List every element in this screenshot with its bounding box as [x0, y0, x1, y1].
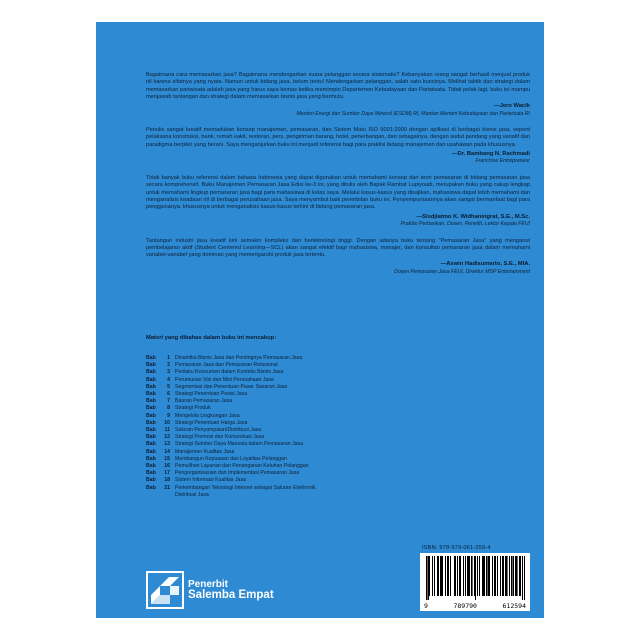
chapter-row: [146, 413, 530, 420]
chapter-bab-label: Bab: [146, 398, 156, 405]
chapter-number: 6: [167, 391, 170, 398]
chapter-bab-label: Bab: [146, 463, 156, 470]
barcode-digits: [420, 602, 530, 610]
chapter-row: [146, 427, 530, 434]
chapter-bab-label: Bab: [146, 391, 156, 398]
chapter-list-title: Materi yang dibahas dalam buku ini mencakup:: [146, 335, 277, 341]
review-1: [146, 72, 530, 117]
chapter-bab-label: Bab: [146, 376, 156, 383]
chapter-title: Bauran Pemasaran Jasa: [175, 398, 233, 405]
reviewer-role: Praktisi Perbankan, Dosen, Peneliti, Lektor Kepala FEUI: [400, 220, 530, 227]
chapter-bab-label: Bab: [146, 448, 156, 455]
chapter-list: [146, 335, 530, 499]
chapter-number: 18: [164, 477, 170, 484]
chapter-bab-label: Bab: [146, 434, 156, 441]
chapter-number: 16: [164, 463, 170, 470]
chapter-title: Pemasaran Jasa dan Pemasaran Relasional: [175, 362, 278, 369]
chapter-row: [146, 398, 530, 405]
chapter-number: 14: [164, 448, 170, 455]
chapter-title: Dinamika Bisnis Jasa dan Pentingnya Pemasaran Jasa: [175, 355, 303, 361]
reviewer-name: —Aswin Hadisumarto, S.E., MIA.: [440, 261, 530, 268]
chapter-number: 12: [164, 434, 170, 441]
salemba-empat-logo-icon: [146, 571, 184, 609]
chapter-title: Strategi Promosi dan Komunikasi Jasa: [175, 434, 265, 441]
publisher-label: Penerbit: [188, 579, 229, 590]
chapter-row: [146, 391, 530, 398]
review-text: Penulis sangat kreatif memadukan konsep manajemen, pemasaran, dan Sistem Mutu ISO 9001:2000 dengan aplikasi di berbagai bisnis jasa, seperti pelaksana konstruksi, bank, rumah sakit, restoran, pers, pengiriman barang, hotel, penerbangan, dan sebagainya, dengan sudut pandang yang variatif dan paradigma berpikir yang berani. Saya menganjurkan buku ini menjadi referensi bagi para praktisi bidang manajemen dan usahawan pada khususnya.: [146, 127, 530, 148]
chapter-title: Membangun Kepuasan dan Loyalitas Pelanggan: [175, 455, 287, 462]
publisher-name: [188, 579, 274, 601]
reviewer-role: Menteri Energi dan Sumber Daya Mineral (ESDM) RI, Mantan Menteri Kebudayaan dan Pariwisata RI: [296, 110, 530, 117]
review-4: [146, 238, 530, 276]
review-text: Tidak banyak buku referensi dalam bahasa Indonesia yang dapat digunakan untuk memahami konsep dan teori pemasaran di bidang pemasaran jasa secara komprehensif. Buku Manajemen Pemasaran Jasa Edisi ke-3 ini, yang ditulis oleh Bapak Rambat Lupiyoadi, merupakan buku yang cukup lengkap untuk memahami lingkup pemasaran jasa bagi para mahasiswa di kelas saya. Melalui kasus-kasus yang disajikan, mahasiswa dapat lebih memahami dan menganalisis keadaan riil di berbagai perusahaan jasa. Saya menyambut baik penerbitan buku ini. Penyempurnaannya akan sangat bermanfaat bagi para penggunanya, khususnya untuk menganalisis kasus-kasus terkini di bidang pemasaran jasa.: [146, 175, 530, 211]
chapter-bab-label: Bab: [146, 455, 156, 462]
reviewer-name: —Sisdjiatmo K. Widhaningrat, S.E., M.Sc.: [416, 213, 530, 220]
reviewer-role: Franchise Entrepreneur: [475, 158, 530, 165]
chapter-row: [146, 449, 530, 456]
chapter-title: Pemulihan Layanan dan Penanganan Keluhan Pelanggan: [175, 463, 309, 470]
chapter-title: Pengorganisasian dan Implementasi Pemasaran Jasa: [175, 470, 300, 477]
barcode-digit-lead: 9: [424, 602, 428, 610]
chapter-bab-label: Bab: [146, 484, 156, 491]
chapter-number: 1: [167, 355, 170, 361]
chapter-bab-label: Bab: [146, 427, 156, 434]
chapter-number: 9: [167, 412, 170, 419]
chapter-bab-label: Bab: [146, 412, 156, 419]
chapter-title: Strategi Produk: [175, 405, 211, 412]
chapter-title: Perilaku Konsumen dalam Konteks Bisnis Jasa: [175, 369, 284, 376]
chapter-row: [146, 355, 530, 362]
chapter-number: 11: [164, 427, 170, 434]
cover-panel: [96, 22, 544, 618]
chapter-row: [146, 485, 530, 499]
chapter-number: 21: [164, 484, 170, 491]
chapter-number: 3: [167, 369, 170, 376]
review-2: [146, 127, 530, 165]
chapter-row: [146, 405, 530, 412]
chapter-bab-label: Bab: [146, 441, 156, 448]
publisher-block: [146, 570, 274, 610]
chapter-number: 4: [167, 376, 170, 383]
chapter-bab-label: Bab: [146, 355, 156, 361]
chapter-row: [146, 377, 530, 384]
chapter-title: Mengelola Lingkungan Jasa: [175, 412, 240, 419]
barcode-digits-right: 612594: [502, 602, 526, 610]
reviewer-name: —Jero Wacik: [493, 103, 530, 110]
chapter-title: Strategi Penentuan Posisi Jasa: [175, 391, 248, 398]
chapter-row: [146, 456, 530, 463]
chapter-number: 2: [167, 362, 170, 369]
review-text: Tantangan industri jasa kreatif kini semakin kompleks dan berteknologi tinggi. Dengan adanya buku tentang "Pemasaran Jasa" yang menganut pembelajaran aktif (Student Centered Learning—SCL) akan sangat efektif bagi mahasiswa, manajer, dan konsultan pemasaran jasa dalam memahami variabel-variabel yang dominan yang memengaruhi produk jasa tertentu.: [146, 237, 530, 259]
chapter-row: [146, 369, 530, 376]
chapter-title: Perumusan Visi dan Misi Perusahaan Jasa: [175, 376, 274, 383]
chapter-number: 5: [167, 383, 170, 390]
chapter-number: 8: [167, 405, 170, 412]
chapter-row: [146, 477, 530, 484]
chapter-row: [146, 384, 530, 391]
chapter-rows: [146, 355, 530, 499]
chapter-number: 15: [164, 455, 170, 462]
chapter-title: Manajemen Kualitas Jasa: [175, 448, 235, 455]
review-3: [146, 175, 530, 227]
chapter-title: Strategi Sumber Daya Manusia dalam Pemasaran Jasa: [175, 441, 304, 448]
isbn-label: ISBN: 978-979-061-259-4: [422, 545, 491, 551]
chapter-number: 13: [164, 441, 170, 448]
chapter-title: Saluran Penyampaian/Distribusi Jasa: [175, 427, 262, 434]
chapter-title: Segmentasi dan Penentuan Pasar Sasaran Jasa: [175, 383, 288, 390]
chapter-bab-label: Bab: [146, 369, 156, 376]
chapter-title: Perkembangan Teknologi Internet sebagai Saluran Elektronik Distribusi Jasa: [175, 484, 316, 498]
chapter-number: 7: [167, 398, 170, 405]
chapter-bab-label: Bab: [146, 477, 156, 484]
chapter-row: [146, 362, 530, 369]
chapter-number: 17: [164, 470, 170, 477]
barcode-icon: [420, 553, 530, 611]
chapter-title: Strategi Penentuan Harga Jasa: [175, 419, 248, 426]
chapter-bab-label: Bab: [146, 362, 156, 369]
chapter-number: 10: [164, 419, 170, 426]
chapter-row: [146, 463, 530, 470]
chapter-row: [146, 441, 530, 448]
reviewer-role: Dosen Pemasaran Jasa FEUI, Direktur MSP Entertainment: [394, 268, 530, 275]
chapter-bab-label: Bab: [146, 383, 156, 390]
chapter-bab-label: Bab: [146, 405, 156, 412]
reviews-section: [146, 72, 530, 285]
reviewer-name: —Dr. Bambang N. Rachmadi: [451, 151, 530, 158]
chapter-bab-label: Bab: [146, 419, 156, 426]
publisher-title: Salemba Empat: [188, 589, 274, 601]
chapter-title: Sistem Informasi Kualitas Jasa: [175, 477, 246, 484]
chapter-row: [146, 420, 530, 427]
barcode-digits-left: 789790: [453, 602, 477, 610]
chapter-row: [146, 470, 530, 477]
review-text: Bagaimana cara memasarkan jasa? Bagaimana mendengarkan suara pelanggan secara sistematis? Kebanyakan orang sangat berhasil menjual produk riil karena sifatnya yang nyata. Namun untuk bidang jasa, belum tentu! Mendengarkan pelanggan, salah satu kuncinya. Melihat taktik dan strategi dalam memasarkan pariwisata adalah jasa yang harus saya kemas ketika memimpin Departemen Kebudayaan dan Pariwisata. Tidak pelak lagi, buku ini mampu menjawab tantangan dan strategi dalam memasarkan bisnis jasa yang bermutu.: [146, 72, 530, 100]
isbn-block: [420, 545, 530, 612]
chapter-bab-label: Bab: [146, 470, 156, 477]
chapter-row: [146, 434, 530, 441]
